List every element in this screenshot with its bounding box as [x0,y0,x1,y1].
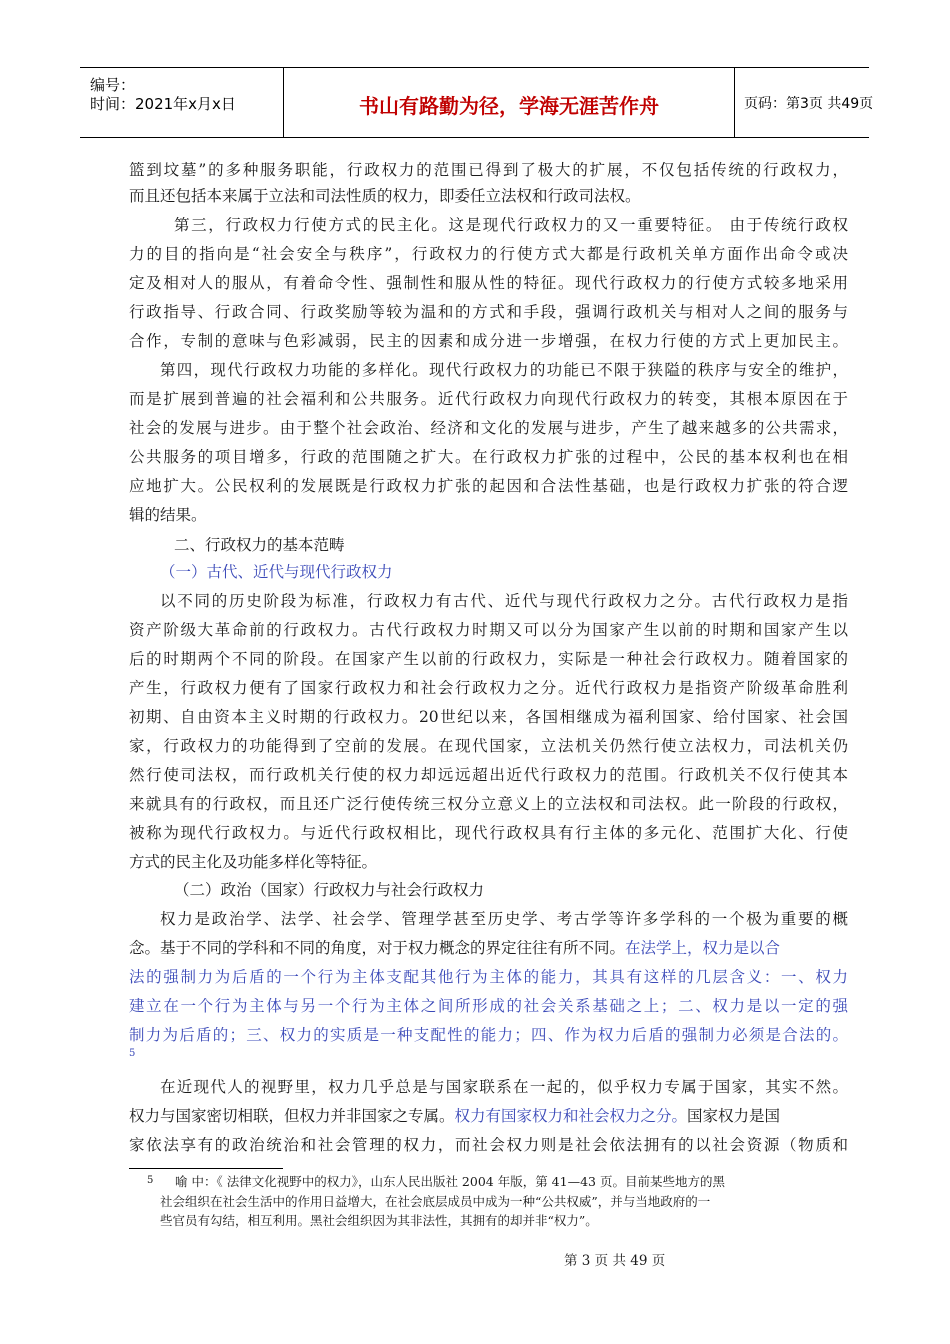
text-span: 国家权力是国 [687,1107,781,1125]
text-line: 第四，现代行政权力功能的多样化。现代行政权力的功能已不限于狭隘的秩序与安全的维护， [160,361,848,379]
text-line: 力的目的指向是“社会安全与秩序”，行政权力的行使方式大都是行政机关单方面作出命令或决 [129,245,848,263]
text-line: 辑的结果。 [129,506,207,524]
text-line: 家，行政权力的功能得到了空前的发展。在现代国家，立法机关仍然行使立法权力，司法机关仍 [129,737,848,755]
footnote-reference[interactable]: 5 [129,1048,136,1059]
highlighted-text-line: 法的强制力为后盾的一个行为主体支配其他行为主体的能力，其具有这样的几层含义：一、权力 [129,968,848,986]
subsection-heading-1: （一）古代、近代与现代行政权力 [160,563,393,581]
text-line: 定及相对人的服从，有着命令性、强制性和服从性的特征。现代行政权力的行使方式较多地采用 [129,274,848,292]
highlighted-text-line: 建立在一个行为主体与另一个行为主体之间所形成的社会关系基础之上；二、权力是以一定的强 [129,997,848,1015]
text-line: 应地扩大。公民权利的发展既是行政权力扩张的起因和合法性基础，也是行政权力扩张的符合逻 [129,477,848,495]
text-line: 在近现代人的视野里，权力几乎总是与国家联系在一起的，似乎权力专属于国家，其实不然。 [160,1078,848,1096]
text-line: 产生，行政权力便有了国家行政权力和社会行政权力之分。近代行政权力是指资产阶级革命胜利 [129,679,848,697]
text-line: 社会的发展与进步。由于整个社会政治、经济和文化的发展与进步，产生了越来越多的公共需求， [129,419,848,437]
highlighted-text: 在法学上，权力是以合 [625,939,781,957]
page-footer: 第 3 页 共 49 页 [564,1253,666,1269]
footnote-mark: 5 [147,1175,154,1186]
highlighted-text-line: 制力为后盾的；三、权力的实质是一种支配性的能力；四、作为权力后盾的强制力必须是合法的。 [129,1026,848,1044]
header-meta-cell [80,68,283,137]
highlighted-text: 权力有国家权力和社会权力之分。 [454,1107,688,1125]
footnote-line: 些官员有勾结，相互利用。黑社会组织因为其非法性，其拥有的却并非“权力”。 [160,1213,598,1228]
document-number-label: 编号： [90,76,136,94]
text-line: 被称为现代行政权力。与近代行政权相比，现代行政权具有行主体的多元化、范围扩大化、行使 [129,824,848,842]
text-line: 方式的民主化及功能多样化等特征。 [129,853,378,871]
text-line: 家依法享有的政治统治和社会管理的权力，而社会权力则是社会依法拥有的以社会资源（物质和 [129,1136,848,1154]
text-line: 资产阶级大革命前的行政权力。古代行政权力时期又可以分为国家产生以前的时期和国家产生以 [129,621,848,639]
text-line: 权力是政治学、法学、社会学、管理学甚至历史学、考古学等许多学科的一个极为重要的概 [160,910,848,928]
page-header [80,67,874,138]
text-line: 公共服务的项目增多，行政的范围随之扩大。在行政权力扩张的过程中，公民的基本权利也在相 [129,448,848,466]
text-line: 第三，行政权力行使方式的民主化。这是现代行政权力的又一重要特征。 由于传统行政权 [174,216,848,234]
section-heading: 二、行政权力的基本范畴 [174,536,345,554]
text-line: 初期、自由资本主义时期的行政权力。20世纪以来，各国相继成为福利国家、给付国家、社会国 [129,708,848,726]
text-line: 后的时期两个不同的阶段。在国家产生以前的行政权力，实际是一种社会行政权力。随着国家的 [129,650,848,668]
text-line: 篮到坟墓”的多种服务职能，行政权力的范围已得到了极大的扩展，不仅包括传统的行政权力， [129,161,848,179]
document-date-label: 时间：2021年x月x日 [90,95,236,113]
header-motto-cell [283,68,735,137]
footnote-separator [129,1168,283,1169]
text-line: 合作，专制的意味与色彩减弱，民主的因素和成分进一步增强，在权力行使的方式上更加民主。 [129,332,848,350]
text-line: 行政指导、行政合同、行政奖励等较为温和的方式和手段，强调行政机关与相对人之间的服务与 [129,303,848,321]
text-line: 而且还包括本来属于立法和司法性质的权力，即委任立法权和行政司法权。 [129,187,641,205]
text-span: 权力与国家密切相联，但权力并非国家之专属。 [129,1107,455,1125]
subsection-heading-2: （二）政治（国家）行政权力与社会行政权力 [174,881,485,899]
text-span: 念。基于不同的学科和不同的角度，对于权力概念的界定往往有所不同。 [129,939,626,957]
header-page-cell [734,68,874,137]
footnote-line: 喻 中：《 法律文化视野中的权力》，山东人民出版社 2004 年版，第 41—43 页。目前某些地方的黑 [175,1174,725,1189]
text-line: 而是扩展到普遍的社会福利和公共服务。近代行政权力向现代行政权力的转变，其根本原因在于 [129,390,848,408]
text-line: 以不同的历史阶段为标准，行政权力有古代、近代与现代行政权力之分。古代行政权力是指 [160,592,848,610]
header-motto: 书山有路勤为径，学海无涯苦作舟 [359,94,659,118]
text-line-mixed [129,1104,848,1128]
footnote-line: 社会组织在社会生活中的作用日益增大，在社会底层成员中成为一种“公共权威”，并与当地政府的一 [160,1194,711,1209]
text-line: 来就具有的行政权，而且还广泛行使传统三权分立意义上的立法权和司法权。此一阶段的行政权， [129,795,848,813]
header-page-number: 页码：第3页 共49页 [744,96,874,112]
text-line: 然行使司法权，而行政机关行使的权力却远远超出近代行政权力的范围。行政机关不仅行使其本 [129,766,848,784]
text-line-mixed [129,936,848,960]
